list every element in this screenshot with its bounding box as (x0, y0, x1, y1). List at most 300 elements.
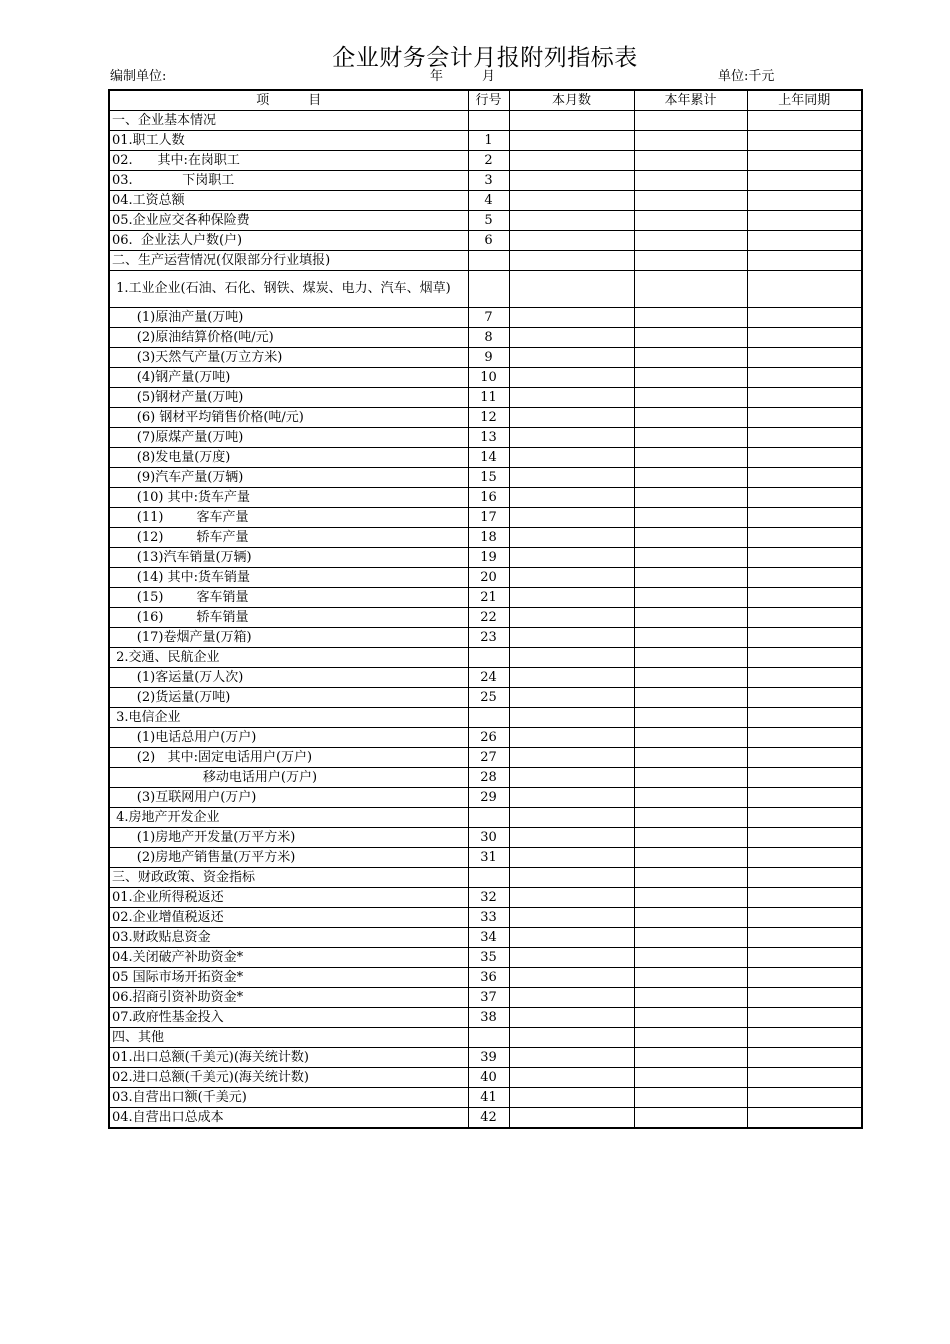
current-month-cell[interactable] (509, 868, 634, 888)
row-line-number: 17 (468, 508, 509, 528)
current-month-cell[interactable] (509, 388, 634, 408)
table-row (109, 271, 862, 308)
year-to-date-cell[interactable] (634, 888, 747, 908)
row-line-number: 5 (468, 211, 509, 231)
table-row (109, 131, 862, 151)
row-line-number (468, 648, 509, 668)
table-row (109, 308, 862, 328)
year-to-date-cell[interactable] (634, 488, 747, 508)
prior-year-cell[interactable] (747, 808, 862, 828)
row-item-label: 04.关闭破产补助资金* (109, 948, 468, 968)
current-month-cell[interactable] (509, 508, 634, 528)
prior-year-cell[interactable] (747, 568, 862, 588)
prior-year-cell[interactable] (747, 1008, 862, 1028)
prior-year-cell[interactable] (747, 908, 862, 928)
table-row (109, 328, 862, 348)
table-row (109, 348, 862, 368)
year-to-date-cell[interactable] (634, 1028, 747, 1048)
row-line-number: 37 (468, 988, 509, 1008)
row-item-label: (2) 其中:固定电话用户(万户) (109, 748, 468, 768)
prior-year-cell[interactable] (747, 191, 862, 211)
table-row (109, 968, 862, 988)
row-item-label: (6) 钢材平均销售价格(吨/元) (109, 408, 468, 428)
compiling-unit-label: 编制单位: (110, 69, 167, 84)
year-to-date-cell[interactable] (634, 348, 747, 368)
row-line-number: 27 (468, 748, 509, 768)
row-line-number: 39 (468, 1048, 509, 1068)
row-line-number (468, 1028, 509, 1048)
table-row (109, 748, 862, 768)
year-to-date-cell[interactable] (634, 728, 747, 748)
year-to-date-cell[interactable] (634, 868, 747, 888)
current-month-cell[interactable] (509, 628, 634, 648)
current-month-cell[interactable] (509, 528, 634, 548)
current-month-cell[interactable] (509, 448, 634, 468)
table-row (109, 488, 862, 508)
current-month-cell[interactable] (509, 708, 634, 728)
year-to-date-cell[interactable] (634, 948, 747, 968)
prior-year-cell[interactable] (747, 251, 862, 271)
prior-year-cell[interactable] (747, 608, 862, 628)
row-line-number: 15 (468, 468, 509, 488)
year-to-date-cell[interactable] (634, 428, 747, 448)
row-line-number: 34 (468, 928, 509, 948)
row-line-number: 35 (468, 948, 509, 968)
prior-year-cell[interactable] (747, 468, 862, 488)
header-year-to-date: 本年累计 (634, 90, 747, 111)
row-line-number (468, 808, 509, 828)
row-item-label: 4.房地产开发企业 (109, 808, 468, 828)
current-month-cell[interactable] (509, 808, 634, 828)
year-to-date-cell[interactable] (634, 368, 747, 388)
current-month-cell[interactable] (509, 988, 634, 1008)
prior-year-cell[interactable] (747, 428, 862, 448)
row-item-label: 三、财政政策、资金指标 (109, 868, 468, 888)
prior-year-cell[interactable] (747, 1028, 862, 1048)
row-item-label: (2)房地产销售量(万平方米) (109, 848, 468, 868)
currency-unit-label: 单位:千元 (718, 69, 775, 84)
row-item-label: 03.自营出口额(千美元) (109, 1088, 468, 1108)
prior-year-cell[interactable] (747, 488, 862, 508)
table-row (109, 1028, 862, 1048)
row-line-number: 18 (468, 528, 509, 548)
current-month-cell[interactable] (509, 668, 634, 688)
current-month-cell[interactable] (509, 1008, 634, 1028)
row-line-number: 11 (468, 388, 509, 408)
year-to-date-cell[interactable] (634, 548, 747, 568)
row-item-label: 01.出口总额(千美元)(海关统计数) (109, 1048, 468, 1068)
table-row (109, 708, 862, 728)
current-month-cell[interactable] (509, 328, 634, 348)
year-to-date-cell[interactable] (634, 388, 747, 408)
year-to-date-cell[interactable] (634, 131, 747, 151)
year-to-date-cell[interactable] (634, 808, 747, 828)
prior-year-cell[interactable] (747, 388, 862, 408)
row-item-label: (13)汽车销量(万辆) (109, 548, 468, 568)
prior-year-cell[interactable] (747, 151, 862, 171)
current-month-cell[interactable] (509, 588, 634, 608)
table-row (109, 1068, 862, 1088)
current-month-cell[interactable] (509, 728, 634, 748)
row-item-label: 02. 其中:在岗职工 (109, 151, 468, 171)
year-to-date-cell[interactable] (634, 988, 747, 1008)
table-body (109, 111, 862, 1129)
prior-year-cell[interactable] (747, 368, 862, 388)
table-row (109, 868, 862, 888)
year-to-date-cell[interactable] (634, 928, 747, 948)
row-item-label: 一、企业基本情况 (109, 111, 468, 131)
row-line-number: 40 (468, 1068, 509, 1088)
row-line-number: 19 (468, 548, 509, 568)
year-to-date-cell[interactable] (634, 708, 747, 728)
prior-year-cell[interactable] (747, 111, 862, 131)
prior-year-cell[interactable] (747, 748, 862, 768)
row-item-label: (14) 其中:货车销量 (109, 568, 468, 588)
table-row (109, 428, 862, 448)
current-month-cell[interactable] (509, 1048, 634, 1068)
row-item-label: (16) 轿车销量 (109, 608, 468, 628)
current-month-cell[interactable] (509, 151, 634, 171)
row-item-label: (9)汽车产量(万辆) (109, 468, 468, 488)
row-item-label: (2)货运量(万吨) (109, 688, 468, 708)
year-to-date-cell[interactable] (634, 1008, 747, 1028)
table-row (109, 1108, 862, 1129)
row-item-label: (10) 其中:货车产量 (109, 488, 468, 508)
row-item-label: 01.企业所得税返还 (109, 888, 468, 908)
current-month-cell[interactable] (509, 1108, 634, 1129)
year-to-date-cell[interactable] (634, 788, 747, 808)
table-row (109, 648, 862, 668)
prior-year-cell[interactable] (747, 628, 862, 648)
row-item-label: 01.职工人数 (109, 131, 468, 151)
prior-year-cell[interactable] (747, 688, 862, 708)
prior-year-cell[interactable] (747, 408, 862, 428)
table-row (109, 948, 862, 968)
row-item-label: (1)房地产开发量(万平方米) (109, 828, 468, 848)
current-month-cell[interactable] (509, 548, 634, 568)
prior-year-cell[interactable] (747, 328, 862, 348)
year-to-date-cell[interactable] (634, 688, 747, 708)
year-to-date-cell[interactable] (634, 271, 747, 308)
row-line-number: 38 (468, 1008, 509, 1028)
row-line-number: 6 (468, 231, 509, 251)
table-row (109, 728, 862, 748)
row-line-number: 12 (468, 408, 509, 428)
current-month-cell[interactable] (509, 968, 634, 988)
row-line-number: 2 (468, 151, 509, 171)
table-row (109, 368, 862, 388)
prior-year-cell[interactable] (747, 708, 862, 728)
current-month-cell[interactable] (509, 848, 634, 868)
row-item-label: (15) 客车销量 (109, 588, 468, 608)
current-month-cell[interactable] (509, 1068, 634, 1088)
indicator-table (108, 89, 863, 1129)
current-month-cell[interactable] (509, 1088, 634, 1108)
year-to-date-cell[interactable] (634, 1068, 747, 1088)
current-month-cell[interactable] (509, 948, 634, 968)
prior-year-cell[interactable] (747, 988, 862, 1008)
year-to-date-cell[interactable] (634, 251, 747, 271)
row-line-number: 20 (468, 568, 509, 588)
prior-year-cell[interactable] (747, 131, 862, 151)
year-to-date-cell[interactable] (634, 408, 747, 428)
row-item-label: 03. 下岗职工 (109, 171, 468, 191)
table-row (109, 1048, 862, 1068)
row-item-label: (4)钢产量(万吨) (109, 368, 468, 388)
row-line-number: 3 (468, 171, 509, 191)
row-item-label: (12) 轿车产量 (109, 528, 468, 548)
table-row (109, 928, 862, 948)
row-item-label: 05 国际市场开拓资金* (109, 968, 468, 988)
table-row (109, 848, 862, 868)
current-month-cell[interactable] (509, 211, 634, 231)
row-line-number: 10 (468, 368, 509, 388)
year-to-date-cell[interactable] (634, 328, 747, 348)
current-month-cell[interactable] (509, 408, 634, 428)
row-line-number: 28 (468, 768, 509, 788)
row-item-label: 02.进口总额(千美元)(海关统计数) (109, 1068, 468, 1088)
header-item: 项 目 (109, 90, 468, 111)
prior-year-cell[interactable] (747, 548, 862, 568)
table-row (109, 688, 862, 708)
current-month-cell[interactable] (509, 468, 634, 488)
year-to-date-cell[interactable] (634, 171, 747, 191)
table-row (109, 528, 862, 548)
year-to-date-cell[interactable] (634, 768, 747, 788)
year-label: 年 (430, 69, 444, 84)
table-row (109, 171, 862, 191)
row-line-number (468, 251, 509, 271)
prior-year-cell[interactable] (747, 588, 862, 608)
year-to-date-cell[interactable] (634, 968, 747, 988)
table-row (109, 151, 862, 171)
prior-year-cell[interactable] (747, 728, 862, 748)
table-row (109, 111, 862, 131)
row-line-number: 42 (468, 1108, 509, 1129)
prior-year-cell[interactable] (747, 648, 862, 668)
month-label: 月 (482, 69, 496, 84)
year-to-date-cell[interactable] (634, 748, 747, 768)
current-month-cell[interactable] (509, 688, 634, 708)
row-line-number: 31 (468, 848, 509, 868)
row-item-label: (2)原油结算价格(吨/元) (109, 328, 468, 348)
prior-year-cell[interactable] (747, 1088, 862, 1108)
current-month-cell[interactable] (509, 271, 634, 308)
row-item-label: 3.电信企业 (109, 708, 468, 728)
table-row (109, 191, 862, 211)
current-month-cell[interactable] (509, 171, 634, 191)
year-to-date-cell[interactable] (634, 608, 747, 628)
prior-year-cell[interactable] (747, 211, 862, 231)
row-item-label: 移动电话用户(万户) (109, 768, 468, 788)
row-item-label: (11) 客车产量 (109, 508, 468, 528)
year-to-date-cell[interactable] (634, 1108, 747, 1129)
row-line-number: 25 (468, 688, 509, 708)
current-month-cell[interactable] (509, 251, 634, 271)
row-line-number (468, 271, 509, 308)
row-item-label: 06.招商引资补助资金* (109, 988, 468, 1008)
prior-year-cell[interactable] (747, 231, 862, 251)
prior-year-cell[interactable] (747, 768, 862, 788)
row-item-label: 四、其他 (109, 1028, 468, 1048)
current-month-cell[interactable] (509, 231, 634, 251)
table-row (109, 251, 862, 271)
year-to-date-cell[interactable] (634, 151, 747, 171)
row-item-label: 07.政府性基金投入 (109, 1008, 468, 1028)
row-line-number (468, 111, 509, 131)
current-month-cell[interactable] (509, 768, 634, 788)
prior-year-cell[interactable] (747, 508, 862, 528)
prior-year-cell[interactable] (747, 271, 862, 308)
row-line-number: 30 (468, 828, 509, 848)
row-line-number: 23 (468, 628, 509, 648)
current-month-cell[interactable] (509, 348, 634, 368)
table-row (109, 1008, 862, 1028)
year-to-date-cell[interactable] (634, 908, 747, 928)
year-to-date-cell[interactable] (634, 848, 747, 868)
year-to-date-cell[interactable] (634, 211, 747, 231)
row-item-label: 04.工资总额 (109, 191, 468, 211)
year-to-date-cell[interactable] (634, 828, 747, 848)
year-to-date-cell[interactable] (634, 231, 747, 251)
row-line-number: 7 (468, 308, 509, 328)
current-month-cell[interactable] (509, 648, 634, 668)
row-item-label: (17)卷烟产量(万箱) (109, 628, 468, 648)
current-month-cell[interactable] (509, 828, 634, 848)
current-month-cell[interactable] (509, 428, 634, 448)
report-title: 企业财务会计月报附列指标表 (332, 45, 638, 71)
table-row (109, 908, 862, 928)
header-line-no: 行号 (468, 90, 509, 111)
year-to-date-cell[interactable] (634, 111, 747, 131)
year-to-date-cell[interactable] (634, 508, 747, 528)
prior-year-cell[interactable] (747, 928, 862, 948)
row-line-number: 36 (468, 968, 509, 988)
row-item-label: (8)发电量(万度) (109, 448, 468, 468)
year-to-date-cell[interactable] (634, 648, 747, 668)
table-row (109, 808, 862, 828)
table-row (109, 231, 862, 251)
row-line-number: 29 (468, 788, 509, 808)
table-row (109, 588, 862, 608)
prior-year-cell[interactable] (747, 171, 862, 191)
row-line-number: 32 (468, 888, 509, 908)
row-line-number: 9 (468, 348, 509, 368)
row-line-number: 16 (468, 488, 509, 508)
year-to-date-cell[interactable] (634, 468, 747, 488)
year-to-date-cell[interactable] (634, 668, 747, 688)
current-month-cell[interactable] (509, 111, 634, 131)
table-row (109, 468, 862, 488)
table-row (109, 608, 862, 628)
current-month-cell[interactable] (509, 928, 634, 948)
table-header-row (109, 90, 862, 111)
prior-year-cell[interactable] (747, 948, 862, 968)
prior-year-cell[interactable] (747, 1048, 862, 1068)
prior-year-cell[interactable] (747, 888, 862, 908)
table-row (109, 888, 862, 908)
current-month-cell[interactable] (509, 748, 634, 768)
row-item-label: 二、生产运营情况(仅限部分行业填报) (109, 251, 468, 271)
table-row (109, 1088, 862, 1108)
row-line-number: 1 (468, 131, 509, 151)
prior-year-cell[interactable] (747, 668, 862, 688)
current-month-cell[interactable] (509, 368, 634, 388)
current-month-cell[interactable] (509, 308, 634, 328)
row-item-label: (5)钢材产量(万吨) (109, 388, 468, 408)
year-to-date-cell[interactable] (634, 308, 747, 328)
current-month-cell[interactable] (509, 488, 634, 508)
row-line-number: 4 (468, 191, 509, 211)
row-item-label: 05.企业应交各种保险费 (109, 211, 468, 231)
row-item-label: (1)电话总用户(万户) (109, 728, 468, 748)
prior-year-cell[interactable] (747, 1068, 862, 1088)
prior-year-cell[interactable] (747, 1108, 862, 1129)
year-to-date-cell[interactable] (634, 1048, 747, 1068)
current-month-cell[interactable] (509, 1028, 634, 1048)
table-row (109, 508, 862, 528)
row-item-label: (3)互联网用户(万户) (109, 788, 468, 808)
table-row (109, 988, 862, 1008)
current-month-cell[interactable] (509, 788, 634, 808)
row-line-number: 13 (468, 428, 509, 448)
row-line-number (468, 868, 509, 888)
prior-year-cell[interactable] (747, 968, 862, 988)
year-to-date-cell[interactable] (634, 628, 747, 648)
row-line-number: 8 (468, 328, 509, 348)
year-to-date-cell[interactable] (634, 1088, 747, 1108)
row-line-number: 41 (468, 1088, 509, 1108)
row-item-label: 06. 企业法人户数(户) (109, 231, 468, 251)
prior-year-cell[interactable] (747, 528, 862, 548)
row-item-label: (1)原油产量(万吨) (109, 308, 468, 328)
row-line-number: 33 (468, 908, 509, 928)
row-line-number: 26 (468, 728, 509, 748)
year-to-date-cell[interactable] (634, 528, 747, 548)
row-item-label: 03.财政贴息资金 (109, 928, 468, 948)
current-month-cell[interactable] (509, 568, 634, 588)
year-to-date-cell[interactable] (634, 588, 747, 608)
table-row (109, 668, 862, 688)
header-prior-year: 上年同期 (747, 90, 862, 111)
year-to-date-cell[interactable] (634, 568, 747, 588)
row-item-label: (3)天然气产量(万立方米) (109, 348, 468, 368)
row-line-number: 22 (468, 608, 509, 628)
row-item-label: 04.自营出口总成本 (109, 1108, 468, 1129)
year-to-date-cell[interactable] (634, 448, 747, 468)
row-item-label: (1)客运量(万人次) (109, 668, 468, 688)
row-line-number: 21 (468, 588, 509, 608)
current-month-cell[interactable] (509, 608, 634, 628)
row-item-label: 1.工业企业(石油、石化、钢铁、煤炭、电力、汽车、烟草) (109, 271, 468, 308)
current-month-cell[interactable] (509, 131, 634, 151)
prior-year-cell[interactable] (747, 828, 862, 848)
prior-year-cell[interactable] (747, 448, 862, 468)
table-row (109, 628, 862, 648)
prior-year-cell[interactable] (747, 348, 862, 368)
current-month-cell[interactable] (509, 888, 634, 908)
table-row (109, 768, 862, 788)
prior-year-cell[interactable] (747, 308, 862, 328)
year-to-date-cell[interactable] (634, 191, 747, 211)
prior-year-cell[interactable] (747, 868, 862, 888)
prior-year-cell[interactable] (747, 848, 862, 868)
current-month-cell[interactable] (509, 908, 634, 928)
row-item-label: 2.交通、民航企业 (109, 648, 468, 668)
current-month-cell[interactable] (509, 191, 634, 211)
prior-year-cell[interactable] (747, 788, 862, 808)
table-row (109, 388, 862, 408)
